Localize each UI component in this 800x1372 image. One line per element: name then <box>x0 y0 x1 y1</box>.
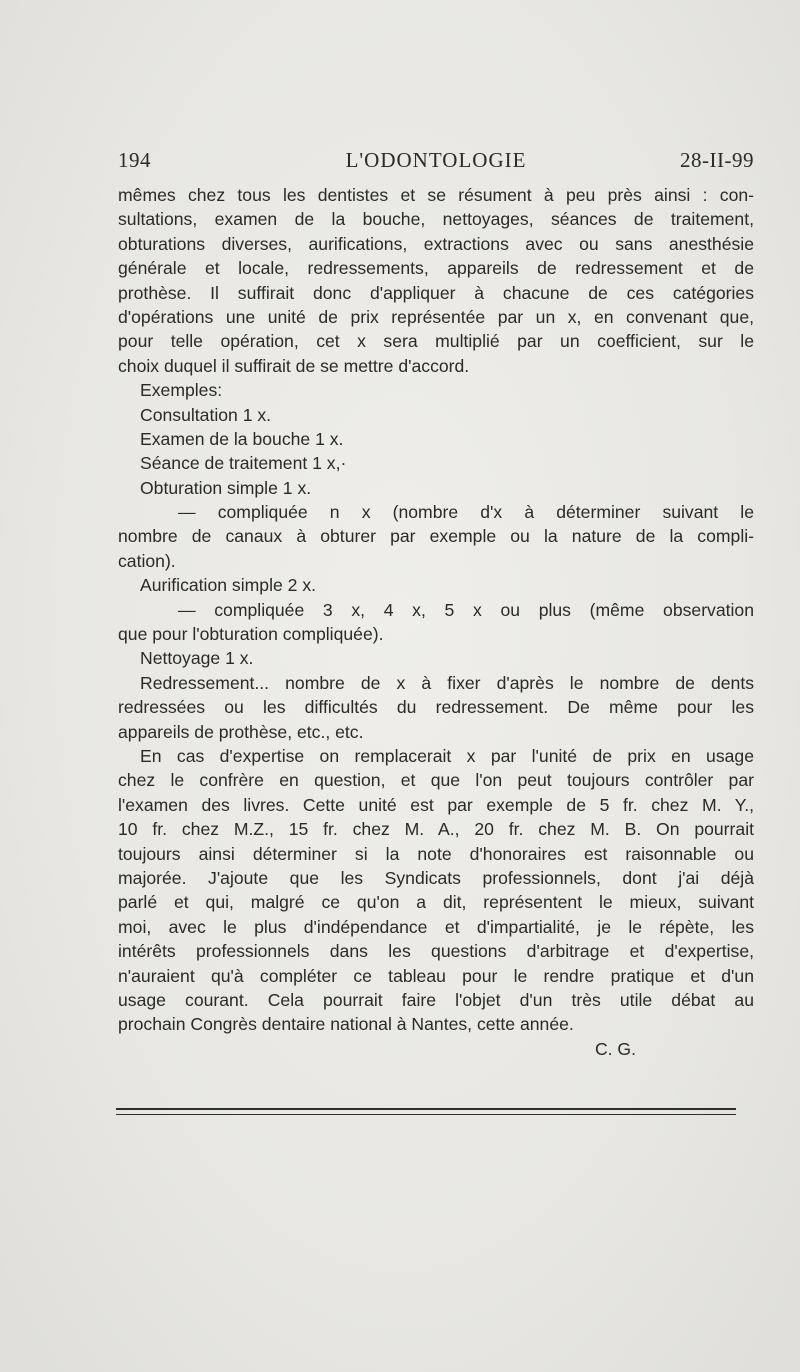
text-line: d'opérations une unité de prix représentée par un x, en convenant que, <box>118 306 754 327</box>
text-line: nombre de canaux à obturer par exemple ou la nature de la compli- <box>118 526 754 547</box>
text-line: l'examen des livres. Cette unité est par exemple de 5 fr. chez M. Y., <box>118 794 754 815</box>
text-line: intérêts professionnels dans les questions d'arbitrage et d'expertise, <box>118 941 754 962</box>
text-line: pour telle opération, cet x sera multiplié par un coefficient, sur le <box>118 331 754 352</box>
end-rule-thin <box>116 1114 736 1115</box>
example-item: Redressement... nombre de x à fixer d'après le nombre de dents <box>140 672 754 693</box>
example-item: Aurification simple 2 x. <box>140 575 317 596</box>
example-item: Séance de traitement 1 x,· <box>140 453 347 474</box>
example-item: — compliquée n x (nombre d'x à déterminer suivant le <box>178 502 754 523</box>
text-line: sultations, examen de la bouche, nettoyages, séances de traitement, <box>118 209 754 230</box>
paragraph-start: En cas d'expertise on remplacerait x par l'unité de prix en usage <box>140 745 754 766</box>
text-line: majorée. J'ajoute que les Syndicats professionnels, dont j'ai déjà <box>118 867 754 888</box>
text-line: parlé et qui, malgré ce qu'on a dit, représentent le mieux, suivant <box>118 892 754 913</box>
text-line: cation). <box>118 550 176 571</box>
text-line: toujours ainsi déterminer si la note d'honoraires est raisonnable ou <box>118 843 754 864</box>
text-line: générale et locale, redressements, appareils de redressement et de <box>118 258 754 279</box>
article-body <box>118 183 754 1061</box>
text-line: chez le confrère en question, et que l'on peut toujours contrôler par <box>118 770 754 791</box>
example-item: Obturation simple 1 x. <box>140 477 312 498</box>
running-header <box>118 148 754 178</box>
example-item: — compliquée 3 x, 4 x, 5 x ou plus (même observation <box>178 599 754 620</box>
text-line: que pour l'obturation compliquée). <box>118 624 384 645</box>
text-line: choix duquel il suffirait de se mettre d'accord. <box>118 355 470 376</box>
text-line: moi, avec le plus d'indépendance et d'impartialité, je le répète, les <box>118 916 754 937</box>
text-line: appareils de prothèse, etc., etc. <box>118 721 364 742</box>
example-item: Examen de la bouche 1 x. <box>140 428 344 449</box>
text-line: prochain Congrès dentaire national à Nantes, cette année. <box>118 1014 574 1035</box>
text-line: obturations diverses, aurifications, extractions avec ou sans anesthésie <box>118 233 754 254</box>
example-item: Nettoyage 1 x. <box>140 648 254 669</box>
author-signature: C. G. <box>594 1038 636 1059</box>
text-line: mêmes chez tous les dentistes et se résument à peu près ainsi : con- <box>118 185 754 205</box>
page-number: 194 <box>118 148 151 172</box>
text-line: usage courant. Cela pourrait faire l'objet d'un très utile débat au <box>118 989 754 1010</box>
journal-title: L'ODONTOLOGIE <box>345 148 527 172</box>
end-rule-thick <box>116 1108 736 1110</box>
examples-heading: Exemples: <box>140 380 223 401</box>
text-line: prothèse. Il suffirait donc d'appliquer à chacune de ces catégories <box>118 282 754 303</box>
example-item: Consultation 1 x. <box>140 404 272 425</box>
issue-date: 28-II-99 <box>680 148 754 172</box>
text-line: redressées ou les difficultés du redressement. De même pour les <box>118 697 754 718</box>
text-line: 10 fr. chez M.Z., 15 fr. chez M. A., 20 fr. chez M. B. On pourrait <box>118 819 754 840</box>
text-line: n'auraient qu'à compléter ce tableau pour le rendre pratique et d'un <box>118 965 754 986</box>
